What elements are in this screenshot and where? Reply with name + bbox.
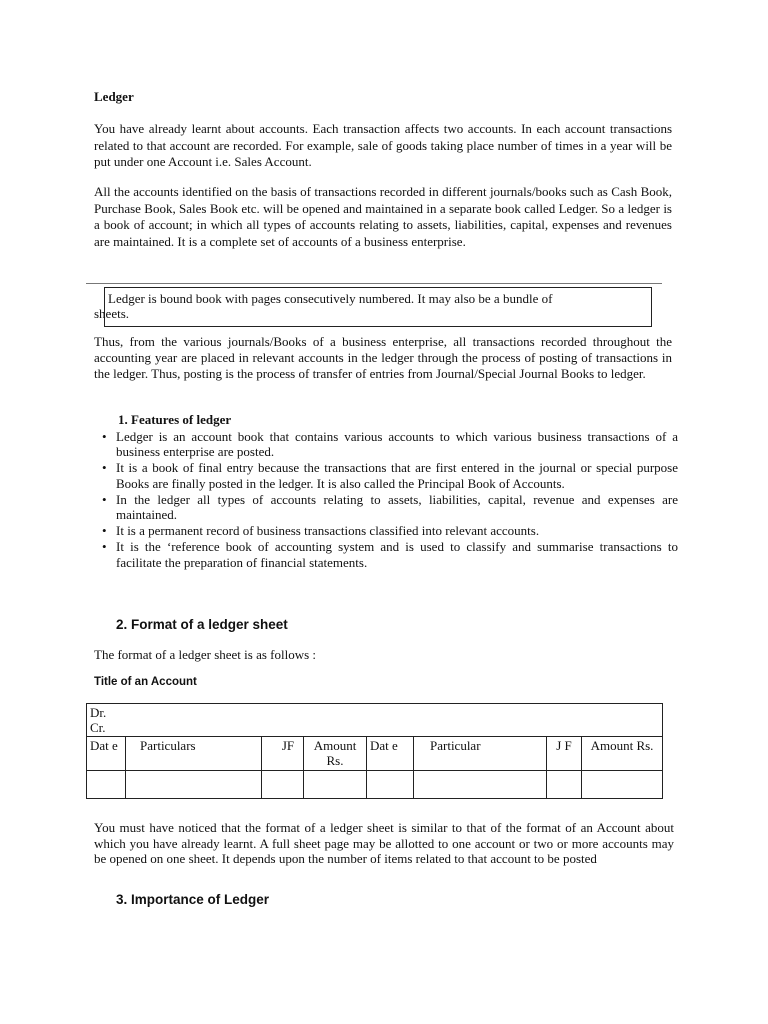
table-cell bbox=[126, 771, 262, 799]
divider-top bbox=[86, 283, 662, 284]
list-item: • Ledger is an account book that contains various accounts to which various business transactions of a business enterprise are posted. bbox=[102, 429, 678, 460]
ledger-format-table bbox=[86, 703, 663, 799]
table-cell bbox=[547, 771, 582, 799]
table-cell bbox=[582, 771, 663, 799]
col-jf-left: JF bbox=[262, 737, 304, 771]
table-cell bbox=[87, 771, 126, 799]
dr-label: Dr. bbox=[90, 705, 107, 720]
list-item: • In the ledger all types of accounts relating to assets, liabilities, capital, revenue and expenses are maintained. bbox=[102, 491, 678, 523]
col-date-left: Dat e bbox=[87, 737, 126, 771]
section-2-heading: 2. Format of a ledger sheet bbox=[116, 617, 288, 632]
col-amount-right: Amount Rs. bbox=[582, 737, 663, 771]
list-item: • It is a permanent record of business transactions classified into relevant accounts. bbox=[102, 523, 540, 539]
col-date-right: Dat e bbox=[367, 737, 414, 771]
table-cell bbox=[414, 771, 547, 799]
table-title: Title of an Account bbox=[94, 676, 197, 688]
paragraph-2: All the accounts identified on the basis of transactions recorded in different journals/books such as Cash Book, Purchase Book, Sales Book etc. will be opened and maintained in a separate book called Ledger. So a ledger is a book of account; in which all types of accounts relating to assets, liabilities, capital, expenses and revenues are maintained. It is a complete set of accounts of a business enterprise. bbox=[94, 184, 672, 249]
table-cell bbox=[367, 771, 414, 799]
paragraph-1: You have already learnt about accounts. Each transaction affects two accounts. In each account transactions related to that account are recorded. For example, sale of goods taking place number of times in a year will be put under one Account i.e. Sales Account. bbox=[94, 121, 672, 169]
col-amount-left: Amount Rs. bbox=[304, 737, 367, 771]
paragraph-3: Thus, from the various journals/Books of a business enterprise, all transactions recorded throughout the accounting year are placed in relevant accounts in the ledger through the process of posting of transactions in the ledger. Thus, posting is the process of transfer of entries from Journal/Special Journal Books to ledger. bbox=[94, 334, 672, 381]
col-particular-right: Particular bbox=[414, 737, 547, 771]
col-jf-right: J F bbox=[547, 737, 582, 771]
definition-line-2: sheets. bbox=[94, 306, 130, 321]
col-particulars-left: Particulars bbox=[126, 737, 262, 771]
table-cell bbox=[304, 771, 367, 799]
dr-cr-header bbox=[87, 704, 663, 737]
definition-line-1: Ledger is bound book with pages consecutively numbered. It may also be a bundle of bbox=[108, 291, 553, 306]
table-cell bbox=[262, 771, 304, 799]
features-list bbox=[94, 429, 678, 571]
format-explanation: You must have noticed that the format of a ledger sheet is similar to that of the format of an Account about which you have already learnt. A full sheet page may be allotted to one account or two or more accounts may be opened on one sheet. It depends upon the number of items related to that account to be posted bbox=[94, 820, 674, 866]
cr-label: Cr. bbox=[90, 720, 106, 735]
page-title: Ledger bbox=[94, 89, 134, 104]
list-item: • It is a book of final entry because the transactions that are first entered in the journal or special purpose Books are finally posted in the ledger. It is also called the Principal Book of Accounts. bbox=[102, 460, 678, 491]
section-3-heading: 3. Importance of Ledger bbox=[116, 892, 270, 907]
section-1-heading: 1. Features of ledger bbox=[118, 412, 232, 427]
list-item: • It is the ‘reference book of accounting system and is used to classify and summarise transactions to facilitate the preparation of financial statements. bbox=[102, 539, 678, 570]
format-intro: The format of a ledger sheet is as follows : bbox=[94, 647, 317, 662]
